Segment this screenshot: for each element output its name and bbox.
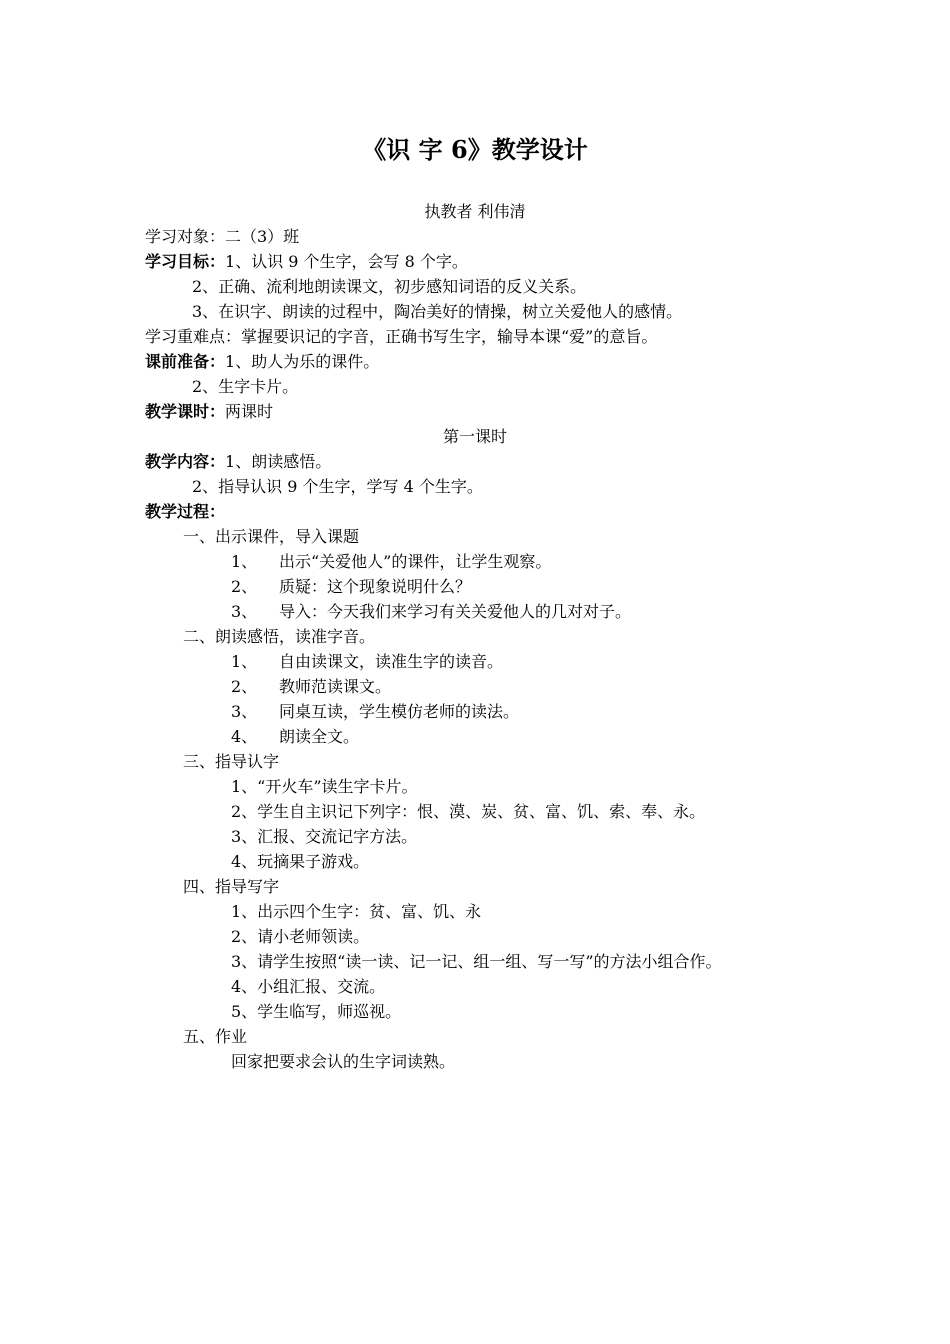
goal-item: 2、正确、流利地朗读课文，初步感知词语的反义关系。 [192, 277, 587, 296]
section-heading: 五、作业 [183, 1027, 248, 1046]
lesson-title: 第一课时 [442, 427, 507, 446]
goal-item: 1、认识 9 个生字，会写 8 个字。 [225, 252, 468, 271]
key-points: 学习重难点：掌握要识记的字音，正确书写生字，输导本课“爱”的意旨。 [145, 327, 658, 346]
list-item [231, 677, 391, 697]
learning-target: 学习对象：二（3）班 [145, 227, 300, 246]
list-item: 1、“开火车”读生字卡片。 [231, 777, 418, 796]
content-item: 1、朗读感悟。 [225, 452, 332, 471]
item-number: 1、 [231, 652, 258, 671]
goals-line-1 [145, 252, 468, 272]
item-text: 自由读课文，读准生字的读音。 [279, 652, 504, 671]
item-text: 质疑：这个现象说明什么？ [279, 577, 472, 596]
section-heading: 三、指导认字 [183, 752, 280, 771]
list-item [231, 552, 551, 572]
list-item: 5、学生临写，师巡视。 [231, 1002, 402, 1021]
list-item [231, 727, 359, 747]
document-title: 《识 字 6》教学设计 [362, 135, 588, 164]
list-item: 2、请小老师领读。 [231, 927, 370, 946]
hours-line [145, 402, 273, 422]
homework-text: 回家把要求会认的生字词读熟。 [231, 1052, 456, 1071]
item-text: 同桌互读，学生模仿老师的读法。 [279, 702, 520, 721]
prep-label: 课前准备： [145, 352, 226, 371]
list-item [231, 577, 471, 597]
list-item: 3、请学生按照“读一读、记一记、组一组、写一写”的方法小组合作。 [231, 952, 722, 971]
list-item: 3、汇报、交流记字方法。 [231, 827, 418, 846]
item-number: 1、 [231, 552, 258, 571]
item-number: 3、 [231, 602, 258, 621]
section-heading: 二、朗读感悟，读准字音。 [183, 627, 376, 646]
author-line: 执教者 利伟清 [424, 202, 526, 221]
content-item: 2、指导认识 9 个生字，学写 4 个生字。 [192, 477, 483, 496]
hours-value: 两课时 [225, 402, 274, 421]
process-label: 教学过程： [145, 502, 226, 521]
goals-label: 学习目标： [145, 252, 226, 271]
section-heading: 一、出示课件，导入课题 [183, 527, 360, 546]
item-text: 朗读全文。 [279, 727, 360, 746]
list-item: 2、学生自主识记下列字：恨、漠、炭、贫、富、饥、索、奉、永。 [231, 802, 706, 821]
list-item: 4、小组汇报、交流。 [231, 977, 386, 996]
item-text: 出示“关爱他人”的课件，让学生观察。 [279, 552, 552, 571]
content-line-1 [145, 452, 331, 472]
prep-item: 2、生字卡片。 [192, 377, 299, 396]
list-item [231, 652, 503, 672]
prep-line-1 [145, 352, 379, 372]
item-number: 2、 [231, 677, 258, 696]
item-number: 4、 [231, 727, 258, 746]
list-item [231, 702, 519, 722]
list-item [231, 602, 631, 622]
goal-item: 3、在识字、朗读的过程中，陶冶美好的情操，树立关爱他人的感情。 [192, 302, 683, 321]
item-number: 3、 [231, 702, 258, 721]
item-number: 2、 [231, 577, 258, 596]
item-text: 导入：今天我们来学习有关关爱他人的几对对子。 [279, 602, 632, 621]
content-label: 教学内容： [145, 452, 226, 471]
prep-item: 1、助人为乐的课件。 [225, 352, 380, 371]
list-item: 4、玩摘果子游戏。 [231, 852, 370, 871]
list-item: 1、出示四个生字：贫、富、饥、永 [231, 902, 482, 921]
hours-label: 教学课时： [145, 402, 226, 421]
item-text: 教师范读课文。 [279, 677, 392, 696]
section-heading: 四、指导写字 [183, 877, 280, 896]
